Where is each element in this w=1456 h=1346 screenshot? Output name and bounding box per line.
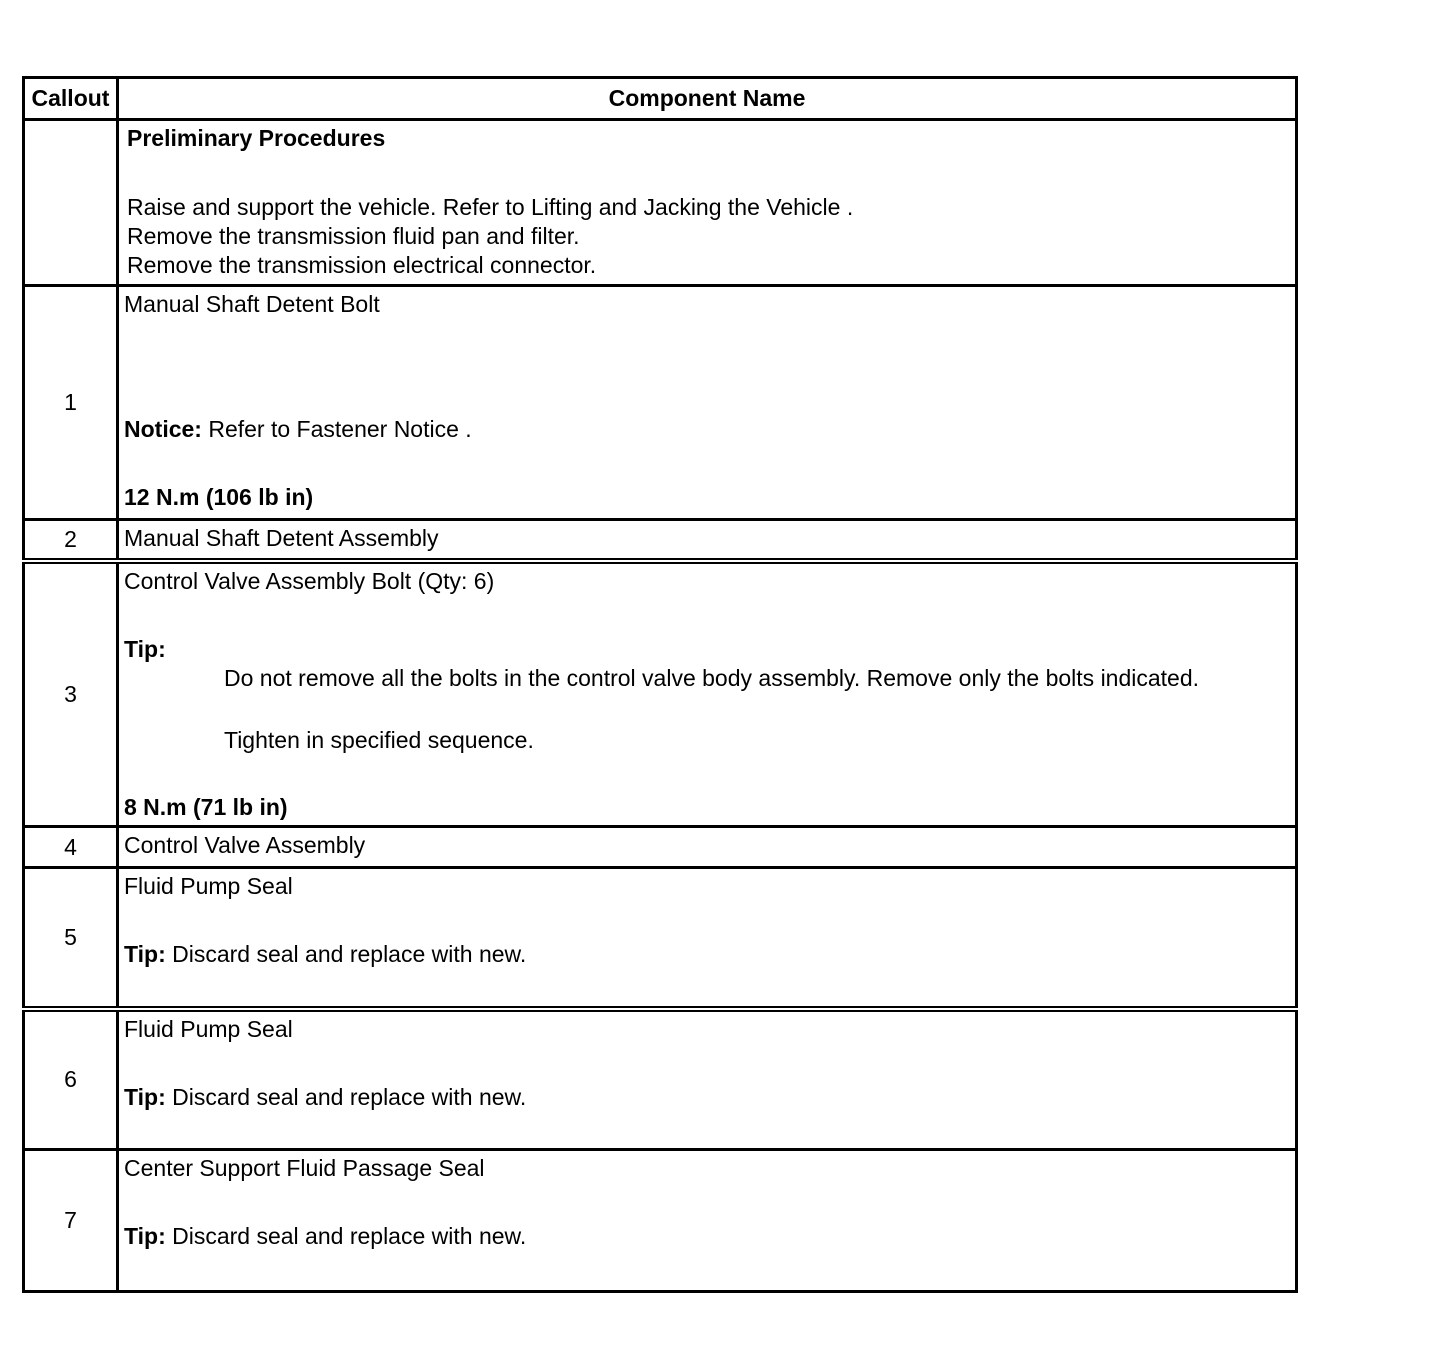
component-name: Manual Shaft Detent Bolt	[124, 291, 380, 317]
table-row	[24, 1150, 1297, 1292]
callout-number: 2	[24, 520, 118, 561]
preliminary-step: Remove the transmission electrical connector.	[127, 252, 597, 278]
tip-text: Discard seal and replace with new.	[165, 941, 527, 967]
tip	[124, 1083, 1291, 1112]
table-row	[24, 1009, 1297, 1150]
preliminary-row	[24, 120, 1297, 286]
component-name: Control Valve Assembly Bolt (Qty: 6)	[124, 567, 495, 594]
table-row	[24, 520, 1297, 561]
callout-header: Callout	[24, 78, 118, 120]
tip-item: Tighten in specified sequence.	[224, 726, 534, 753]
callout-number: 1	[24, 286, 118, 520]
component-cell	[118, 561, 1297, 827]
notice-text: Refer to Fastener Notice .	[201, 416, 472, 442]
component-cell	[118, 1009, 1297, 1150]
tip-text: Discard seal and replace with new.	[165, 1083, 527, 1110]
component-table	[22, 76, 1298, 1293]
callout-number: 4	[24, 827, 118, 868]
component-name: Control Valve Assembly	[124, 832, 366, 858]
table-header-row	[24, 78, 1297, 120]
component-name: Fluid Pump Seal	[124, 1015, 293, 1042]
notice	[124, 415, 1291, 444]
table-row	[24, 827, 1297, 868]
component-cell	[118, 1150, 1297, 1292]
tip-item: Do not remove all the bolts in the control valve body assembly. Remove only the bolts indicated.	[224, 664, 1200, 691]
component-name: Manual Shaft Detent Assembly	[124, 525, 439, 551]
callout-number: 7	[24, 1150, 118, 1292]
callout-number: 3	[24, 561, 118, 827]
preliminary-callout-cell	[24, 120, 118, 286]
component-cell	[118, 286, 1297, 520]
component-name-header: Component Name	[118, 78, 1297, 120]
tip-label: Tip:	[124, 941, 166, 967]
callout-number: 5	[24, 868, 118, 1009]
preliminary-step: Remove the transmission fluid pan and filter.	[127, 223, 580, 249]
preliminary-step: Raise and support the vehicle. Refer to Lifting and Jacking the Vehicle .	[127, 194, 854, 220]
component-name: Center Support Fluid Passage Seal	[124, 1155, 485, 1181]
tip-label: Tip:	[124, 1083, 166, 1110]
component-cell	[118, 868, 1297, 1009]
torque-spec: 8 N.m (71 lb in)	[124, 793, 288, 820]
tip	[124, 1222, 1291, 1251]
component-cell	[118, 520, 1297, 561]
component-cell	[118, 827, 1297, 868]
table-row	[24, 868, 1297, 1009]
callout-number: 6	[24, 1009, 118, 1150]
tip	[124, 940, 1291, 969]
torque-spec: 12 N.m (106 lb in)	[124, 484, 314, 510]
preliminary-title: Preliminary Procedures	[127, 125, 386, 151]
preliminary-cell	[118, 120, 1297, 286]
table-row	[24, 286, 1297, 520]
notice-label: Notice:	[124, 416, 202, 442]
tip-label: Tip:	[124, 635, 166, 662]
table-row	[24, 561, 1297, 827]
tip-text: Discard seal and replace with new.	[165, 1223, 527, 1249]
component-name: Fluid Pump Seal	[124, 873, 293, 899]
tip-label: Tip:	[124, 1223, 166, 1249]
